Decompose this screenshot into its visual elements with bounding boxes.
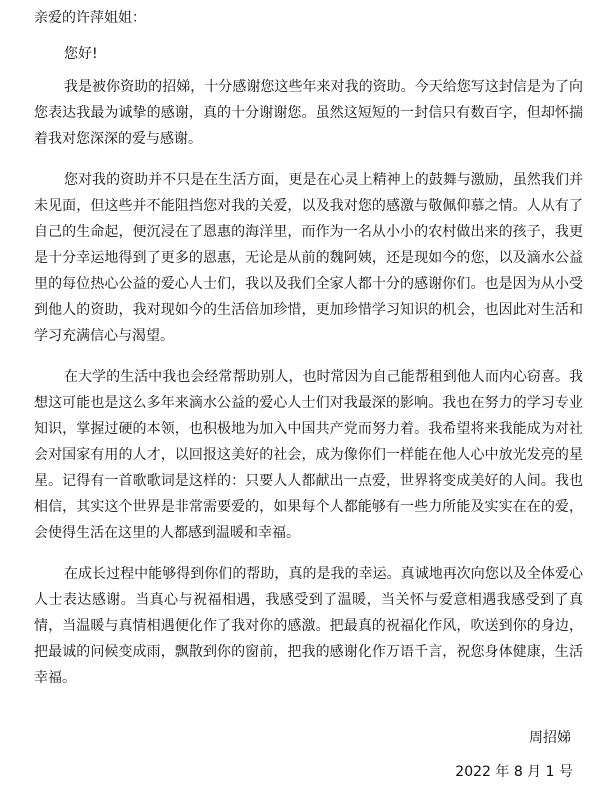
letter-paragraph-2: 您对我的资助并不只是在生活方面，更是在心灵上精神上的鼓舞与激励，虽然我们并未见面，但这些并不能阻挡您对我的关爱，以及我对您的感激与敬佩仰慕之情。人从有了自己的生命起，便沉浸在了恩惠的海洋里，而作为一名从小小的农村做出来的孩子，我更是十分幸运地得到了更多的恩惠，无论是从前的魏阿姨，还是现如今的您，以及滴水公益里的每位热心公益的爱心人士们，我以及我们全家人都十分的感谢你们。也是因为从小受到他人的资助，我对现如今的生活倍加珍惜，更加珍惜学习知识的机会，也因此对生活和学习充满信心与渴望。	[34, 172, 583, 344]
letter-date: 2022 年 8 月 1 号	[455, 764, 573, 780]
letter-paragraph-1: 我是被你资助的招娣，十分感谢您这些年来对我的资助。今天给您写这封信是为了向您表达我最为诚挚的感谢，真的十分谢谢您。虽然这短短的一封信只有数百字，但却怀揣着我对您深深的爱与感谢。	[34, 79, 583, 147]
letter-paragraph-4: 在成长过程中能够得到你们的帮助，真的是我的幸运。真诚地再次向您以及全体爱心人士表达感谢。当真心与祝福相遇，我感受到了温暖，当关怀与爱意相遇我感受到了真情，当温暖与真情相遇便化作了我对你的感激。把最真的祝福化作风，吹送到你的身边，把最诚的问候变成雨，飘散到你的窗前，把我的感谢化作万语千言，祝您身体健康，生活幸福。	[34, 566, 583, 686]
letter-salutation: 亲爱的许萍姐姐：	[34, 10, 146, 26]
letter-greeting: 您好!	[64, 46, 98, 62]
letter-paragraph-3: 在大学的生活中我也会经常帮助别人，也时常因为自己能帮租到他人而内心窃喜。我想这可能也是这么多年来滴水公益的爱心人士们对我最深的影响。我也在努力的学习专业知识，掌握过硬的本领，也积极地为加入中国共产党而努力着。我希望将来我能成为对社会对国家有用的人才，以回报这美好的社会，成为像你们一样能在他人心中放光发亮的星星。记得有一首歌歌词是这样的：只要人人都献出一点爱，世界将变成美好的人间。我也相信，其实这个世界是非常需要爱的，如果每个人都能够有一些力所能及实实在在的爱，会使得生活在这里的人都感到温暖和幸福。	[34, 369, 583, 541]
letter-signature: 周招娣	[529, 730, 571, 746]
